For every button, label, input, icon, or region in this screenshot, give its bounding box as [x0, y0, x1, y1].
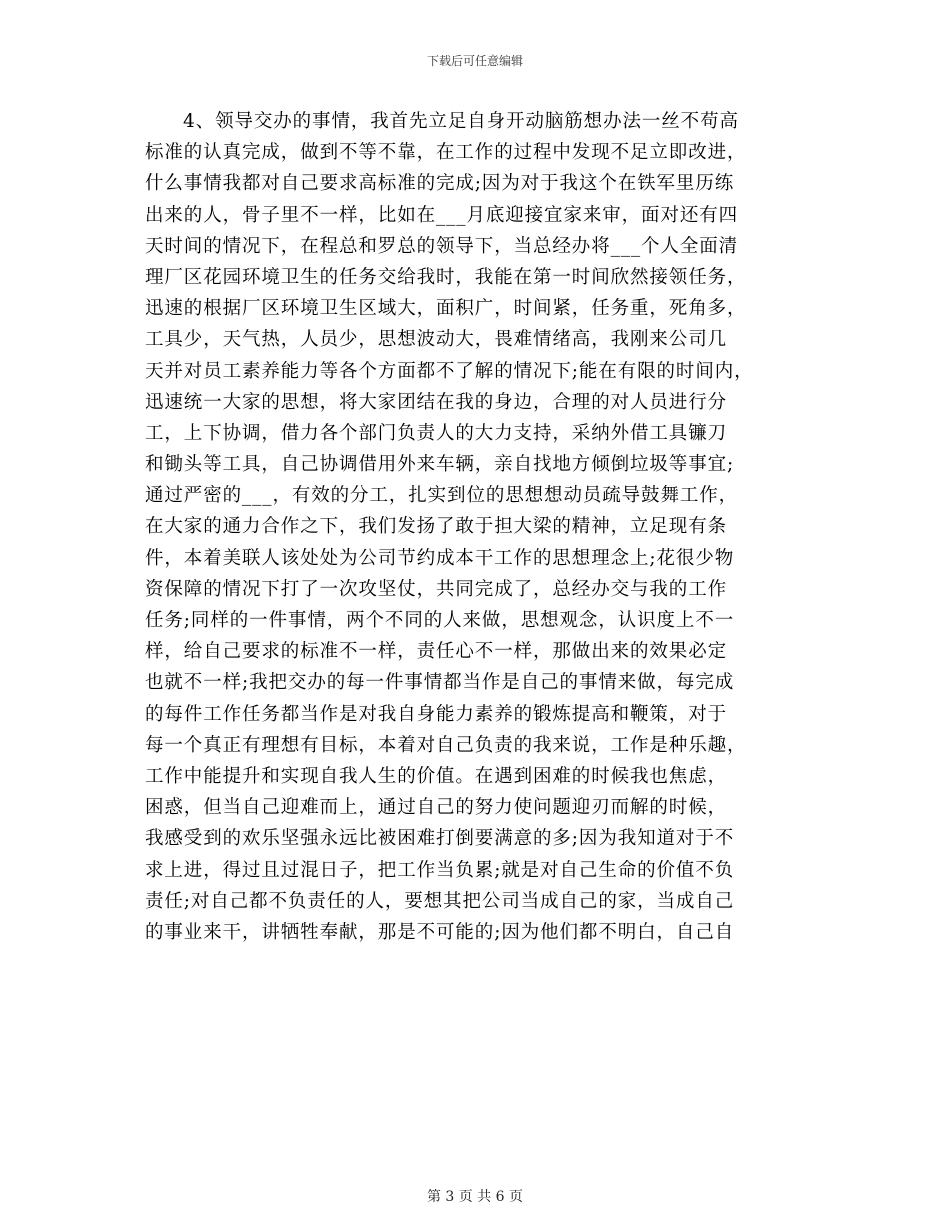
- text-line: 通过严密的___，有效的分工，扎实到位的思想想动员疏导鼓舞工作，: [145, 485, 739, 507]
- text-line: 标准的认真完成，做到不等不靠，在工作的过程中发现不足立即改进，: [145, 142, 747, 164]
- text-line: 天并对员工素养能力等各个方面都不了解的情况下;能在有限的时间内，: [145, 360, 754, 382]
- text-line: 工作中能提升和实现自我人生的价值。在遇到困难的时候我也焦虑，: [145, 765, 728, 787]
- text-line: 迅速统一大家的思想，将大家团结在我的身边，合理的对人员进行分: [145, 391, 728, 413]
- text-line: 任务;同样的一件事情，两个不同的人来做，思想观念，认识度上不一: [145, 610, 735, 631]
- text-line: 责任;对自己都不负责任的人，要想其把公司当成自己的家，当成自己: [145, 890, 735, 912]
- text-line: 的事业来干，讲牺牲奉献，那是不可能的;因为他们都不明白，自己自: [145, 921, 735, 943]
- text-line: 件，本着美联人该处处为公司节约成本干工作的思想理念上;花很少物: [145, 547, 735, 569]
- page-footer: 第 3 页 共 6 页: [426, 1189, 524, 1205]
- text-line: 困惑，但当自己迎难而上，通过自己的努力使问题迎刃而解的时候，: [145, 797, 728, 819]
- text-line: 什么事情我都对自己要求高标准的完成;因为对于我这个在铁军里历练: [145, 173, 735, 195]
- text-line: 我感受到的欢乐坚强永远比被困难打倒要满意的多;因为我知道对于不: [145, 828, 735, 850]
- text-line: 样，给自己要求的标准不一样，责任心不一样，那做出来的效果必定: [145, 641, 728, 663]
- document-body: [145, 106, 815, 948]
- text-line: 求上进，得过且过混日子，把工作当负累;就是对自己生命的价值不负: [145, 859, 735, 881]
- text-line: 天时间的情况下，在程总和罗总的领导下，当总经办将___个人全面清: [145, 235, 739, 257]
- text-line: 4、领导交办的事情，我首先立足自身开动脑筋想办法一丝不苟高: [183, 111, 739, 132]
- text-line: 工，上下协调，借力各个部门负责人的大力支持，采纳外借工具镰刀: [145, 422, 728, 444]
- text-line: 迅速的根据厂区环境卫生区域大，面积广，时间紧，任务重，死角多，: [145, 298, 747, 320]
- text-line: 在大家的通力合作之下，我们发扬了敢于担大梁的精神，立足现有条: [145, 516, 728, 538]
- text-line: 也就不一样;我把交办的每一件事情都当作是自己的事情来做，每完成: [145, 672, 735, 694]
- text-line: 工具少，天气热，人员少，思想波动大，畏难情绪高，我刚来公司几: [145, 329, 728, 351]
- text-line: 每一个真正有理想有目标，本着对自己负责的我来说，工作是种乐趣，: [145, 734, 747, 756]
- text-line: 出来的人，骨子里不一样，比如在___月底迎接宜家来审，面对还有四: [145, 204, 739, 226]
- text-line: 理厂区花园环境卫生的任务交给我时，我能在第一时间欣然接领任务，: [145, 266, 747, 288]
- page-header: 下载后可任意编辑: [426, 54, 523, 68]
- text-line: 资保障的情况下打了一次攻坚仗，共同完成了，总经办交与我的工作: [145, 578, 728, 600]
- text-line: 的每件工作任务都当作是对我自身能力素养的锻炼提高和鞭策，对于: [145, 703, 728, 725]
- text-line: 和锄头等工具，自己协调借用外来车辆，亲自找地方倾倒垃圾等事宜;: [145, 454, 735, 476]
